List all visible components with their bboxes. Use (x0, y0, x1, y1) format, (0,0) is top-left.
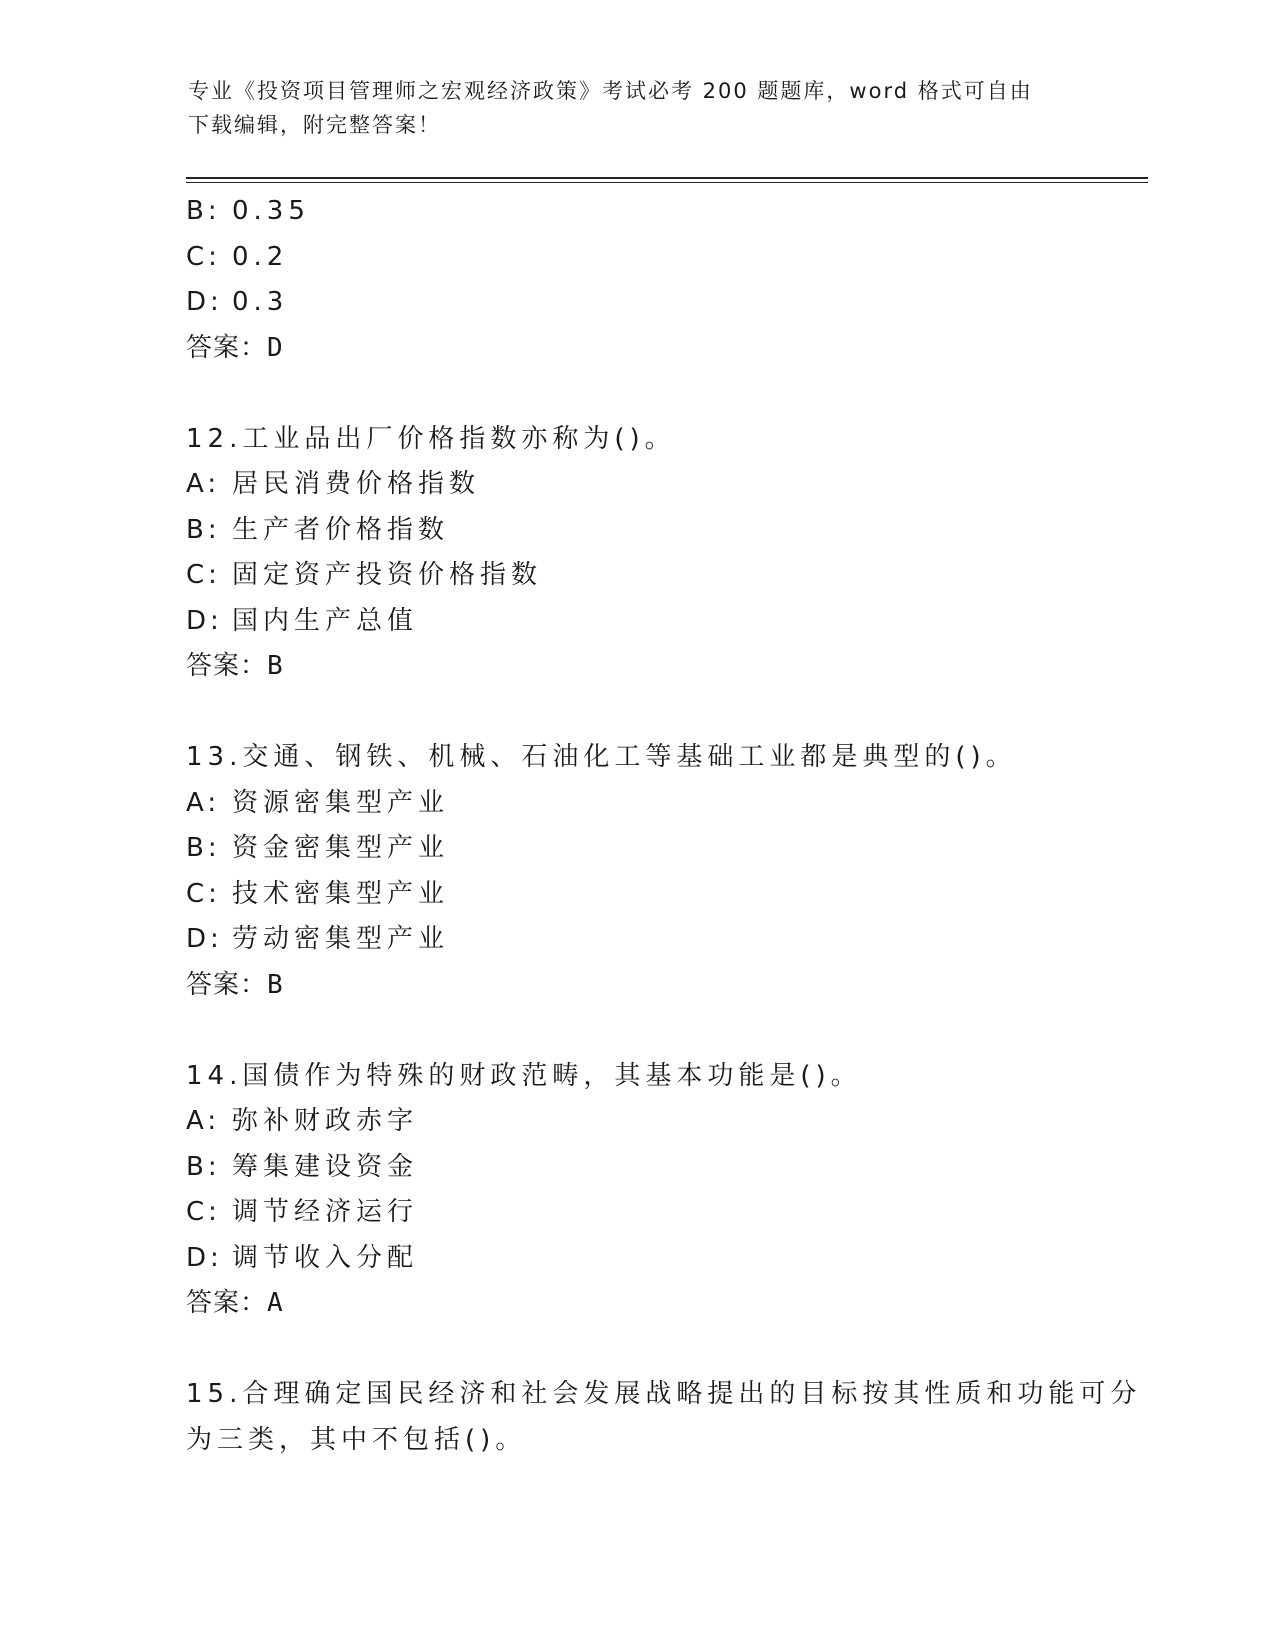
question-list (186, 189, 1142, 1463)
question-stem: 14.国债作为特殊的财政范畴，其基本功能是()。 (186, 1060, 862, 1091)
question-11-tail (186, 189, 1126, 371)
option-b: B: 资金密集型产业 (186, 833, 450, 863)
option-a: A: 资源密集型产业 (186, 787, 450, 818)
option-c: C: 技术密集型产业 (186, 878, 450, 909)
option-d: D: 0.3 (186, 287, 289, 317)
option-c: C: 调节经济运行 (186, 1197, 419, 1227)
question-15 (186, 1372, 1142, 1463)
answer-value: A (267, 1288, 284, 1318)
answer-line (186, 644, 1126, 690)
header-line-1: 专业《投资项目管理师之宏观经济政策》考试必考 200 题题库，word 格式可自由 (188, 79, 1033, 103)
header-line-2: 下载编辑，附完整答案！ (188, 113, 441, 137)
answer-value: B (267, 651, 284, 681)
answer-line (186, 326, 1126, 372)
option-d: D: 调节收入分配 (186, 1242, 419, 1273)
question-stem-line-2: 为三类，其中不包括()。 (186, 1424, 527, 1455)
option-d: D: 国内生产总值 (186, 605, 419, 636)
document-header (188, 74, 1088, 142)
question-stem: 12.工业品出厂价格指数亦称为()。 (186, 423, 676, 454)
header-rule-thick (186, 177, 1148, 179)
header-rule-thin (186, 182, 1148, 183)
answer-label: 答案： (186, 651, 268, 681)
option-a: A: 弥补财政赤字 (186, 1106, 419, 1136)
question-stem-line-1: 15.合理确定国民经济和社会发展战略提出的目标按其性质和功能可分 (186, 1379, 1142, 1409)
question-13 (186, 735, 1126, 1008)
question-stem: 13.交通、钢铁、机械、石油化工等基础工业都是典型的()。 (186, 742, 1017, 772)
option-b: B: 0.35 (186, 196, 310, 226)
option-c: C: 0.2 (186, 241, 289, 272)
answer-line (186, 1281, 1126, 1327)
option-a: A: 居民消费价格指数 (186, 469, 481, 499)
option-d: D: 劳动密集型产业 (186, 924, 450, 954)
answer-label: 答案： (186, 969, 268, 1000)
answer-value: B (267, 969, 284, 1000)
answer-label: 答案： (186, 332, 268, 363)
option-b: B: 筹集建设资金 (186, 1151, 419, 1182)
answer-value: D (267, 332, 284, 363)
option-b: B: 生产者价格指数 (186, 514, 450, 545)
question-12 (186, 417, 1126, 690)
question-14 (186, 1054, 1126, 1327)
option-c: C: 固定资产投资价格指数 (186, 560, 543, 590)
answer-label: 答案： (186, 1288, 268, 1318)
answer-line (186, 963, 1126, 1009)
